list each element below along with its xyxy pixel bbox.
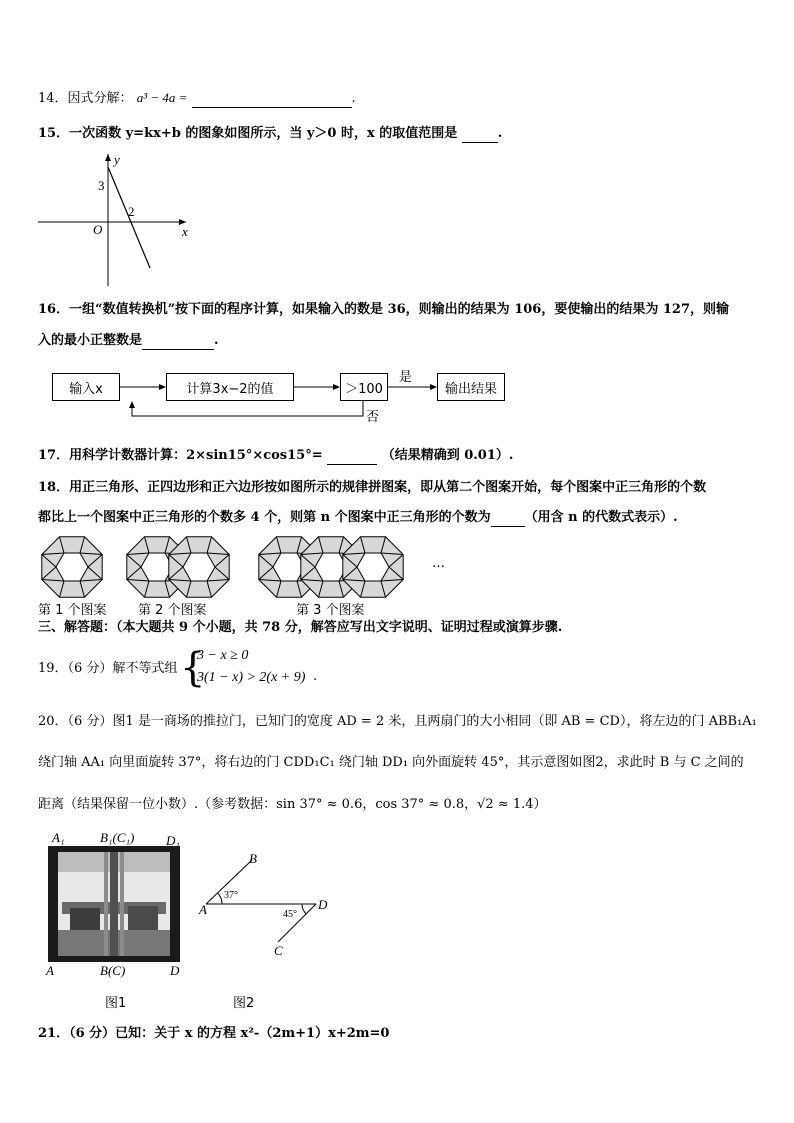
- photo-label-a1: A₁: [52, 830, 65, 845]
- q20-line1: 20．（6 分）图1 是一商场的推拉门，已知门的宽度 AD = 2 米，且两扇门的大小相同（即 AB = CD），将左边的门 ABB₁A₁: [38, 714, 757, 729]
- q19-brace: {: [180, 645, 206, 691]
- angle-37-label: 37°: [224, 890, 238, 901]
- question-16-line1: [38, 301, 729, 319]
- q16-line2: 入的最小正整数是: [38, 333, 143, 348]
- q16-answer-blank[interactable]: [142, 335, 214, 350]
- q16-line1: 16．一组“数值转换机”按下面的程序计算，如果输入的数是 36，则输出的结果为 106，要使输出的结果为 127，则输: [38, 302, 729, 317]
- photo-label-d1: D₁: [166, 833, 180, 848]
- photo-label-d: D: [170, 963, 180, 978]
- diagram-label-a: A: [199, 902, 207, 917]
- q20-line3: 距离（结果保留一位小数）.（参考数据：sin 37° ≈ 0.6，cos 37° ≈ 0.8，√2 ≈ 1.4）: [38, 797, 547, 812]
- q15-answer-blank[interactable]: [462, 128, 498, 143]
- q15-suffix: .: [497, 126, 503, 141]
- q14-prefix: 14．因式分解：: [38, 91, 133, 106]
- photo-label-bc: B(C): [100, 963, 126, 978]
- q18-line1: 18．用正三角形、正四边形和正六边形按如图所示的规律拼图案，即从第二个图案开始，每个图案中正三角形的个数: [38, 480, 707, 495]
- flow-yes-label: 是: [399, 370, 413, 385]
- angle-37-arc: [218, 893, 222, 904]
- q18-ellipsis: …: [432, 556, 445, 571]
- pattern-3-unit-3: [343, 537, 403, 597]
- q19-suffix: .: [313, 669, 318, 684]
- origin-label: O: [93, 222, 103, 237]
- pattern-1-unit: [42, 537, 102, 597]
- figure-2-caption: 图2: [233, 996, 255, 1011]
- question-20-line2: [38, 754, 744, 772]
- photo-label-b1c1: B₁(C₁): [100, 830, 135, 845]
- q15-linear-graph: [36, 150, 196, 290]
- angle-45-label: 45°: [283, 909, 297, 920]
- q18-tiling-patterns: [0, 530, 794, 605]
- q15-text: 15．一次函数 y=kx+b 的图象如图所示，当 y＞0 时，x 的取值范围是: [38, 126, 458, 141]
- q18-line2a: 都比上一个图案中正三角形的个数多 4 个，则第 n 个图案中正三角形的个数为: [38, 510, 491, 525]
- q18-answer-blank[interactable]: [491, 512, 525, 527]
- question-16-line2: [38, 332, 219, 350]
- figure-1-caption: 图1: [105, 996, 127, 1011]
- q20-door-photo: [48, 846, 180, 962]
- q20-rotation-diagram: [190, 848, 340, 968]
- q16-flowchart: [0, 360, 794, 430]
- q21-text: 21．（6 分）已知：关于 x 的方程 x²-（2m+1）x+2m=0: [38, 1026, 390, 1041]
- y-axis-label: y: [114, 152, 120, 167]
- diagram-label-c: C: [274, 943, 283, 958]
- y-axis-arrow: [105, 154, 111, 161]
- x-axis-label: x: [182, 224, 188, 239]
- flow-input-label: 输入x: [69, 381, 103, 397]
- section3-text: 三、解答题：（本大题共 9 个小题，共 78 分，解答应写出文字说明、证明过程或演算步骤.: [38, 620, 563, 635]
- diagram-label-d: D: [318, 897, 328, 912]
- q19-inequality-1: 3 − x ≥ 0: [197, 648, 249, 663]
- x-intercept-label: 2: [128, 204, 135, 219]
- question-18-line2: [38, 509, 678, 527]
- flow-arrows: [0, 360, 794, 430]
- question-15: [38, 125, 502, 143]
- q17-suffix: （结果精确到 0.01）.: [381, 448, 514, 463]
- question-20-line1: [38, 713, 757, 731]
- q19-prefix: 19．（6 分）解不等式组: [38, 661, 178, 676]
- question-18-line1: [38, 479, 706, 497]
- question-20-line3: [38, 796, 547, 814]
- diagram-label-b: B: [249, 851, 257, 866]
- photo-label-a: A: [46, 963, 54, 978]
- flow-compute-label: 计算3x−2的值: [186, 381, 274, 397]
- angle-45-arc: [302, 904, 306, 914]
- q16-suffix: .: [214, 333, 219, 348]
- section-3-heading: [38, 619, 562, 637]
- pattern-caption-3: 第 3 个图案: [296, 603, 365, 618]
- question-17: [38, 447, 513, 465]
- q18-line2b: （用含 n 的代数式表示）.: [524, 510, 678, 525]
- pattern-caption-1: 第 1 个图案: [38, 603, 107, 618]
- flow-check-label: ＞100: [345, 381, 383, 397]
- q17-text: 17．用科学计数器计算：2×sin15°×cos15°=: [38, 448, 323, 463]
- q14-expression: a³ − 4a =: [136, 90, 188, 105]
- q14-answer-blank[interactable]: [192, 93, 352, 108]
- y-intercept-label: 3: [98, 178, 105, 193]
- pattern-2-unit-2: [169, 537, 229, 597]
- q19-inequality-2: 3(1 − x) > 2(x + 9): [197, 670, 306, 685]
- q17-answer-blank[interactable]: [327, 450, 377, 465]
- question-21: [38, 1025, 389, 1043]
- q20-line2: 绕门轴 AA₁ 向里面旋转 37°，将右边的门 CDD₁C₁ 绕门轴 DD₁ 向外面旋转 45°，其示意图如图2，求此时 B 与 C 之间的: [38, 755, 744, 770]
- flow-no-label: 否: [366, 410, 380, 425]
- question-14: [38, 89, 356, 108]
- flow-output-label: 输出结果: [444, 381, 497, 397]
- q14-suffix: .: [351, 91, 356, 106]
- pattern-caption-2: 第 2 个图案: [138, 603, 207, 618]
- question-19: [38, 660, 177, 678]
